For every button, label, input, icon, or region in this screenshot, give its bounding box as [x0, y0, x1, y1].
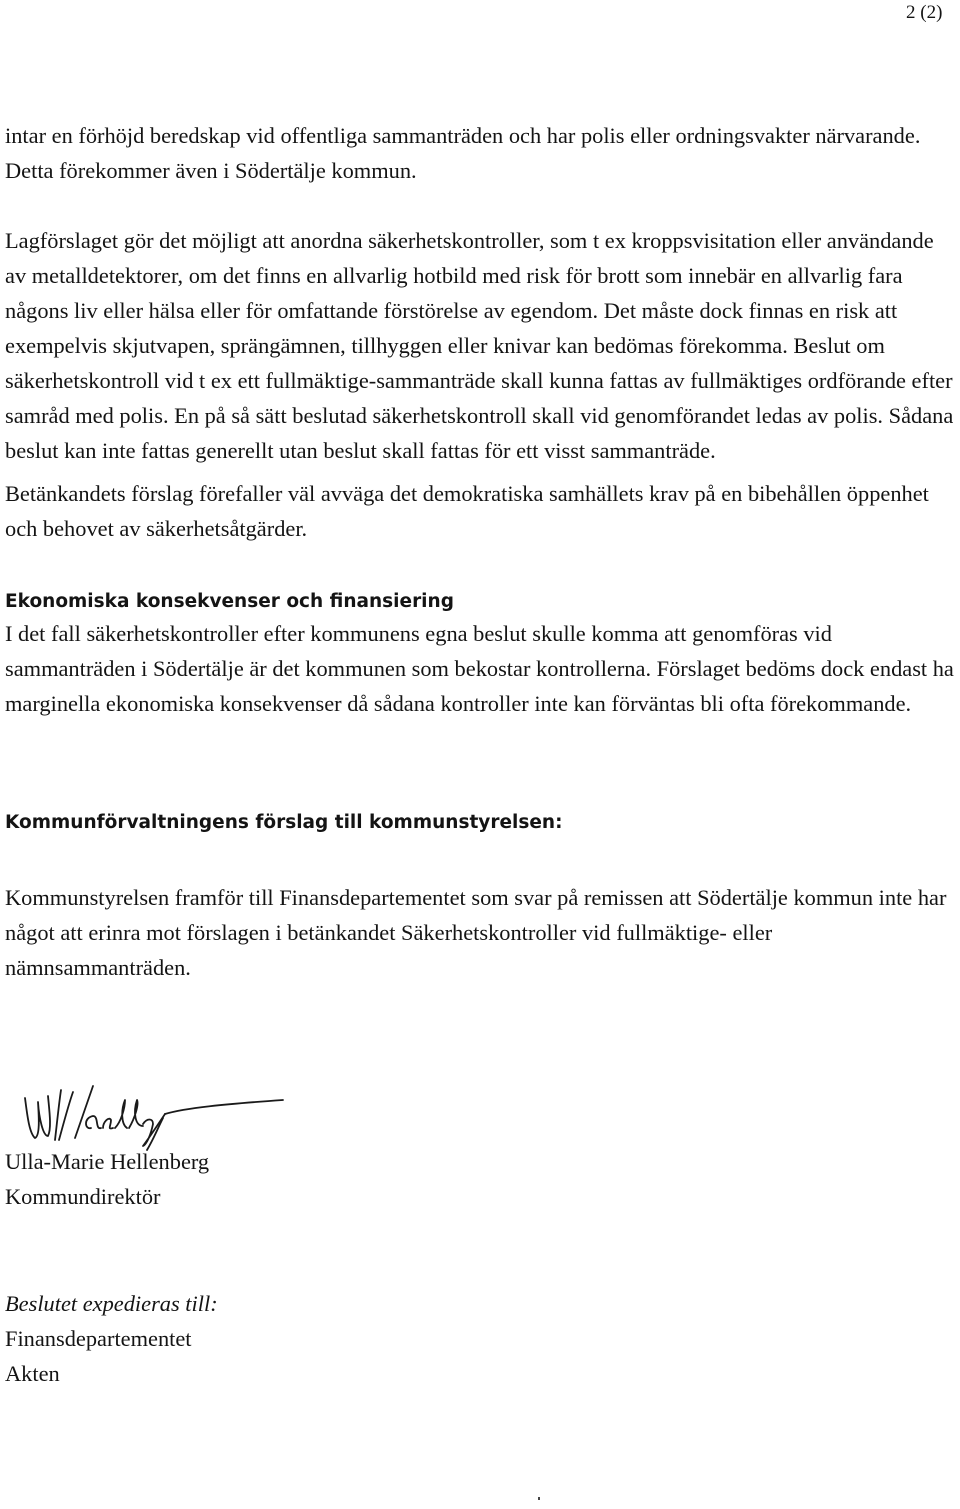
page-number: 2 (2) [906, 2, 943, 23]
dispatch-recipient: Akten [5, 1361, 60, 1386]
document-body [5, 118, 955, 985]
dispatch-recipient: Finansdepartementet [5, 1326, 192, 1351]
dispatch-label: Beslutet expedieras till: [5, 1291, 218, 1316]
dispatch-block [5, 1286, 218, 1391]
scan-speck [538, 1497, 540, 1500]
signatory-title: Kommundirektör [5, 1184, 161, 1209]
heading-economy: Ekonomiska konsekvenser och finansiering [5, 591, 454, 612]
paragraph-assessment: Betänkandets förslag förefaller väl avväga det demokratiska samhällets krav på en bibehållen öppenhet och behovet av säkerhetsåtgärder. [5, 481, 929, 541]
heading-proposal: Kommunförvaltningens förslag till kommunstyrelsen: [5, 812, 563, 833]
paragraph-economy: I det fall säkerhetskontroller efter kommunens egna beslut skulle komma att genomföras vid sammanträden i Södertälje är det kommunen som bekostar kontrollerna. Förslaget bedöms dock endast ha marginella ekonomiska konsekvenser då sådana kontroller inte kan förväntas bli ofta förekommande. [5, 621, 954, 716]
paragraph-law-proposal: Lagförslaget gör det möjligt att anordna säkerhetskontroller, som t ex kroppsvisitation eller användande av metalldetektorer, om det finns en allvarlig hotbild med risk för brott som innebär en allvarlig fara någons liv eller hälsa eller för omfattande förstörelse av egendom. Det måste dock finnas en risk att exempelvis skjutvapen, sprängämnen, tillhyggen eller knivar kan bedömas förekomma. Beslut om säkerhetskontroll vid t ex ett fullmäktige-sammanträde skall kunna fattas av fullmäktiges ordförande efter samråd med polis. En på så sätt beslutad säkerhetskontroll skall vid genomförandet ledas av polis. Sådana beslut kan inte fattas generellt utan beslut skall fattas för ett visst sammanträde. [5, 228, 954, 463]
paragraph-proposal: Kommunstyrelsen framför till Finansdepartementet som svar på remissen att Södertälje kommun inte har något att erinra mot förslagen i betänkandet Säkerhetskontroller vid fullmäktige- eller nämnsammanträden. [5, 885, 947, 980]
paragraph-intro: intar en förhöjd beredskap vid offentliga sammanträden och har polis eller ordningsvakter närvarande. Detta förekommer även i Södertälje kommun. [5, 123, 921, 183]
signatory-name: Ulla-Marie Hellenberg [5, 1149, 210, 1174]
